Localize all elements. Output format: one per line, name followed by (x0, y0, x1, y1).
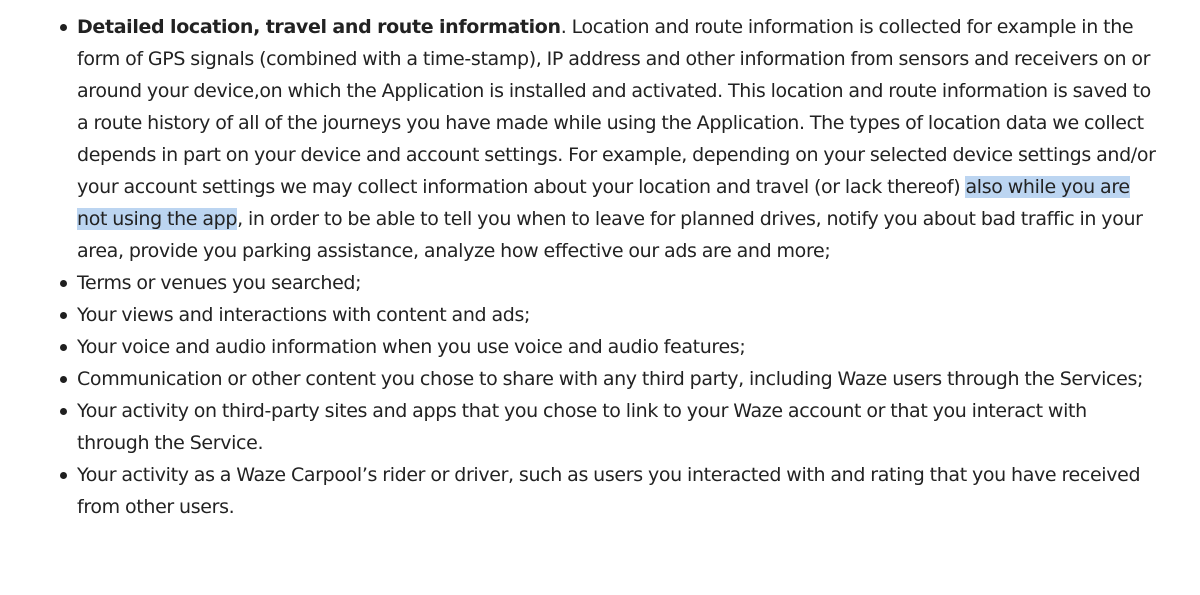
bullet-icon (60, 376, 67, 383)
list-item-text: Communication or other content you chose to share with any third party, including Waze users through the Services; (77, 368, 1144, 390)
document-body (0, 11, 1200, 523)
list-item-voice-audio (77, 331, 1162, 363)
list-item-views-interactions (77, 299, 1162, 331)
bullet-icon (60, 344, 67, 351)
list-item-bold-lead: Detailed location, travel and route information (77, 16, 561, 38)
list-item-text: Your activity on third-party sites and apps that you chose to link to your Waze account or that you interact with through the Service. (77, 400, 1087, 454)
bullet-icon (60, 24, 67, 31)
bulleted-list (0, 11, 1162, 523)
list-item-location-info (77, 11, 1162, 267)
list-item-text: Terms or venues you searched; (77, 272, 362, 294)
list-item-search-terms (77, 267, 1162, 299)
bullet-icon (60, 280, 67, 287)
bullet-icon (60, 408, 67, 415)
list-item-text: , in order to be able to tell you when to leave for planned drives, notify you about bad traffic in your area, provide you parking assistance, analyze how effective our ads are and more; (77, 208, 1143, 262)
list-item-text: Your views and interactions with content and ads; (77, 304, 531, 326)
list-item-text: Your activity as a Waze Carpool’s rider or driver, such as users you interacted with and rating that you have received from other users. (77, 464, 1141, 518)
bullet-icon (60, 472, 67, 479)
list-item-text: Your voice and audio information when you use voice and audio features; (77, 336, 746, 358)
selected-text-highlight[interactable]: also while you are not using the app (77, 176, 1130, 230)
list-item-third-party-activity (77, 395, 1162, 459)
list-item-text: . Location and route information is collected for example in the form of GPS signals (combined with a time-stamp), IP address and other information from sensors and receivers on or around your device,on which the Application is installed and activated. This location and route information is saved to a route history of all of the journeys you have made while using the Application. The types of location data we collect depends in part on your device and account settings. For example, depending on your selected device settings and/or your account settings we may collect information about your location and travel (or lack thereof) (77, 16, 1156, 198)
list-item-carpool-activity (77, 459, 1162, 523)
list-item-communication (77, 363, 1162, 395)
bullet-icon (60, 312, 67, 319)
